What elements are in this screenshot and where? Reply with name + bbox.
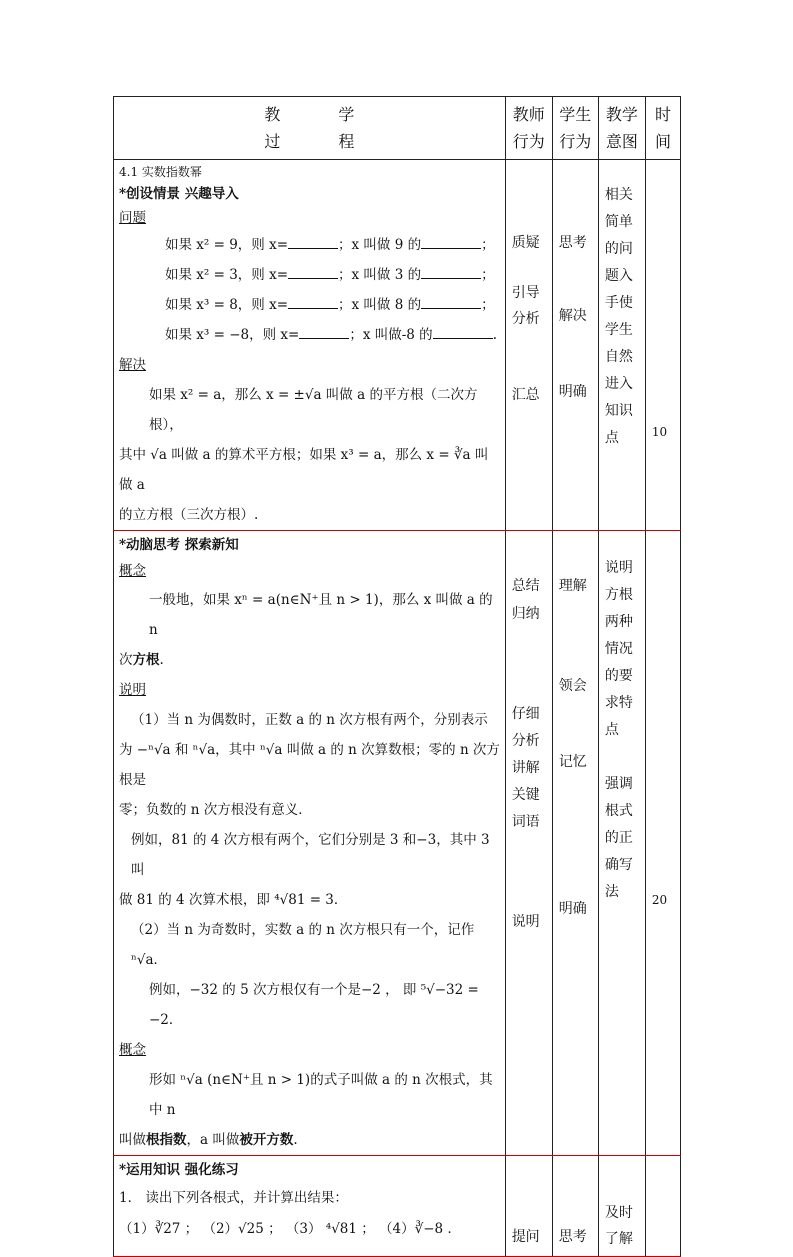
solve-text: 其中 √a 叫做 a 的算术平方根；如果 x³ = a，那么 x = ∛a 叫做 a — [119, 447, 489, 493]
header-row — [114, 97, 681, 160]
concept-text: 形如 ⁿ√a (n∈N⁺且 n > 1)的式子叫做 a 的 n 次根式，其中 n — [149, 1072, 493, 1118]
intent-text: 了解 — [604, 1231, 633, 1247]
time-cell — [645, 160, 680, 531]
concept-text — [119, 1125, 501, 1155]
section-explore-row — [114, 531, 681, 1156]
intent-text: 的要 — [604, 668, 633, 684]
concept-part: ，a 叫做 — [186, 1132, 240, 1148]
intent-text: 知识 — [604, 403, 633, 419]
question-line — [119, 290, 501, 320]
intent-text: 及时 — [604, 1205, 633, 1221]
teacher-behavior-cell — [505, 1156, 552, 1257]
student-behavior-cell — [552, 1156, 598, 1257]
teacher-action: 引导 — [511, 285, 540, 301]
q-text: 如果 x² = 9，则 x= — [165, 237, 289, 253]
time-value: 20 — [651, 893, 668, 907]
intent-text: 方根 — [604, 587, 633, 603]
header-char: 教 — [264, 105, 281, 124]
student-behavior-cell — [552, 531, 598, 1156]
header-text: 意图 — [605, 132, 638, 151]
header-time — [645, 97, 680, 160]
header-teaching-process — [114, 97, 506, 160]
teaching-intent-cell — [598, 531, 645, 1156]
intent-text: 学生 — [604, 322, 633, 338]
intent-text: 强调 — [604, 776, 633, 792]
teacher-action: 分析 — [511, 733, 540, 749]
q-text: ； — [481, 237, 495, 253]
intent-text: 简单 — [604, 214, 633, 230]
solve-label: 解决 — [119, 357, 146, 373]
section-practice-row — [114, 1156, 681, 1257]
teacher-action: 汇总 — [511, 387, 540, 403]
question-label: 问题 — [119, 210, 146, 226]
section-heading: *创设情景 兴趣导入 — [119, 186, 239, 202]
time-cell — [645, 531, 680, 1156]
student-action: 明确 — [558, 901, 587, 917]
teacher-behavior-cell — [505, 160, 552, 531]
concept-text — [119, 645, 501, 675]
teacher-action: 仔细 — [511, 706, 540, 722]
concept-term: 被开方数 — [239, 1132, 294, 1148]
lesson-plan-table — [113, 96, 681, 1257]
answer-blank — [288, 263, 338, 279]
intent-text: 的正 — [604, 830, 633, 846]
intent-text: 点 — [604, 430, 619, 446]
teacher-action: 分析 — [511, 311, 540, 327]
q-text: ；x 叫做-8 的 — [349, 327, 433, 343]
section-title: 4.1 实数指数幂 — [119, 165, 202, 179]
concept-term: 根指数 — [146, 1132, 187, 1148]
header-student-behavior — [552, 97, 598, 160]
header-text: 行为 — [559, 132, 592, 151]
intent-text: 进入 — [604, 376, 633, 392]
concept-term: 方根 — [132, 652, 160, 668]
section-heading: *运用知识 强化练习 — [119, 1162, 239, 1178]
intent-text: 说明 — [604, 560, 633, 576]
time-cell — [645, 1156, 680, 1257]
answer-blank — [421, 293, 481, 309]
explain-text: 零；负数的 n 次方根没有意义． — [119, 802, 312, 818]
answer-blank — [288, 233, 338, 249]
intent-text: 两种 — [604, 614, 633, 630]
student-action: 理解 — [558, 578, 587, 594]
student-action: 思考 — [558, 1229, 587, 1245]
teacher-action: 关键 — [511, 787, 540, 803]
intent-text: 手使 — [604, 295, 633, 311]
section-intro-row — [114, 160, 681, 531]
solve-text: 的立方根（三次方根）. — [119, 507, 259, 523]
intent-text: 的问 — [604, 241, 633, 257]
time-value: 10 — [651, 425, 668, 439]
header-char: 过 — [264, 132, 281, 151]
answer-blank — [421, 263, 481, 279]
teaching-intent-cell — [598, 1156, 645, 1257]
explain-text: 做 81 的 4 次算术根，即 ⁴√81 = 3． — [119, 892, 348, 908]
teacher-behavior-cell — [505, 531, 552, 1156]
header-text: 时 — [654, 105, 671, 124]
intent-text: 确写 — [604, 857, 633, 873]
question-line — [119, 260, 501, 290]
solve-text: 如果 x² = a，那么 x = ±√a 叫做 a 的平方根（二次方根）， — [149, 387, 478, 433]
teacher-action: 提问 — [511, 1229, 540, 1245]
answer-blank — [433, 323, 493, 339]
header-text: 教师 — [512, 105, 545, 124]
student-behavior-cell — [552, 160, 598, 531]
intent-text: 情况 — [604, 641, 633, 657]
explain-label: 说明 — [119, 682, 146, 698]
task-text: 1． 读出下列各根式，并计算出结果： — [119, 1190, 348, 1206]
q-text: 如果 x³ = 8，则 x= — [165, 297, 289, 313]
intent-text: 相关 — [604, 187, 633, 203]
q-text: ；x 叫做 9 的 — [338, 237, 422, 253]
section-heading: *动脑思考 探索新知 — [119, 537, 239, 553]
student-action: 记忆 — [558, 754, 587, 770]
concept-part: . — [159, 652, 164, 668]
answer-blank — [288, 293, 338, 309]
question-line — [119, 320, 501, 350]
q-text: ； — [481, 297, 495, 313]
section-explore-content — [114, 531, 506, 1156]
task-items: （1）∛27 ； （2）√25 ； （3） ⁴√81 ； （4）∛−8 ． — [119, 1221, 461, 1237]
header-text: 教学 — [605, 105, 638, 124]
header-text: 行为 — [512, 132, 545, 151]
header-text: 学生 — [559, 105, 592, 124]
q-text: 如果 x² = 3，则 x= — [165, 267, 289, 283]
header-teacher-behavior — [505, 97, 552, 160]
concept-label: 概念 — [119, 563, 146, 579]
intent-text: 自然 — [604, 349, 633, 365]
explain-text: 例如，−32 的 5 次方根仅有一个是−2 ， 即 ⁵√−32 = −2． — [149, 982, 479, 1028]
explain-text: 例如，81 的 4 次方根有两个，它们分别是 3 和−3，其中 3 叫 — [131, 832, 490, 878]
answer-blank — [299, 323, 349, 339]
explain-text: （2）当 n 为奇数时，实数 a 的 n 次方根只有一个，记作 ⁿ√a． — [131, 922, 475, 968]
concept-label: 概念 — [119, 1042, 146, 1058]
student-action: 解决 — [558, 308, 587, 324]
intent-text: 求特 — [604, 695, 633, 711]
header-teaching-intent — [598, 97, 645, 160]
q-text: 如果 x³ = −8，则 x= — [165, 327, 300, 343]
explain-text: （1）当 n 为偶数时，正数 a 的 n 次方根有两个，分别表示 — [131, 712, 488, 728]
concept-text: 一般地，如果 xⁿ = a(n∈N⁺且 n > 1)，那么 x 叫做 a 的 n — [149, 592, 493, 638]
intent-text: 题入 — [604, 268, 633, 284]
concept-part: . — [293, 1132, 298, 1148]
teaching-intent-cell — [598, 160, 645, 531]
question-line — [119, 230, 501, 260]
student-action: 领会 — [558, 678, 587, 694]
concept-part: 次 — [119, 652, 133, 668]
teacher-action: 归纳 — [511, 606, 540, 622]
q-text: ；x 叫做 8 的 — [338, 297, 422, 313]
answer-blank — [421, 233, 481, 249]
student-action: 明确 — [558, 384, 587, 400]
intent-text: 点 — [604, 722, 619, 738]
q-text: ；x 叫做 3 的 — [338, 267, 422, 283]
intent-text: 根式 — [604, 803, 633, 819]
teacher-action: 讲解 — [511, 760, 540, 776]
q-text: . — [492, 327, 497, 343]
section-intro-content — [114, 160, 506, 531]
intent-text: 法 — [604, 884, 619, 900]
header-char: 程 — [338, 132, 355, 151]
section-practice-content — [114, 1156, 506, 1257]
student-action: 思考 — [558, 235, 587, 251]
teacher-action: 说明 — [511, 914, 540, 930]
teacher-action: 质疑 — [511, 235, 540, 251]
header-char: 学 — [338, 105, 355, 124]
q-text: ； — [481, 267, 495, 283]
explain-text: 为 −ⁿ√a 和 ⁿ√a，其中 ⁿ√a 叫做 a 的 n 次算数根；零的 n 次方根是 — [119, 742, 500, 788]
header-text: 间 — [654, 132, 671, 151]
teacher-action: 总结 — [511, 578, 540, 594]
teacher-action: 词语 — [511, 814, 540, 830]
concept-part: 叫做 — [119, 1132, 146, 1148]
